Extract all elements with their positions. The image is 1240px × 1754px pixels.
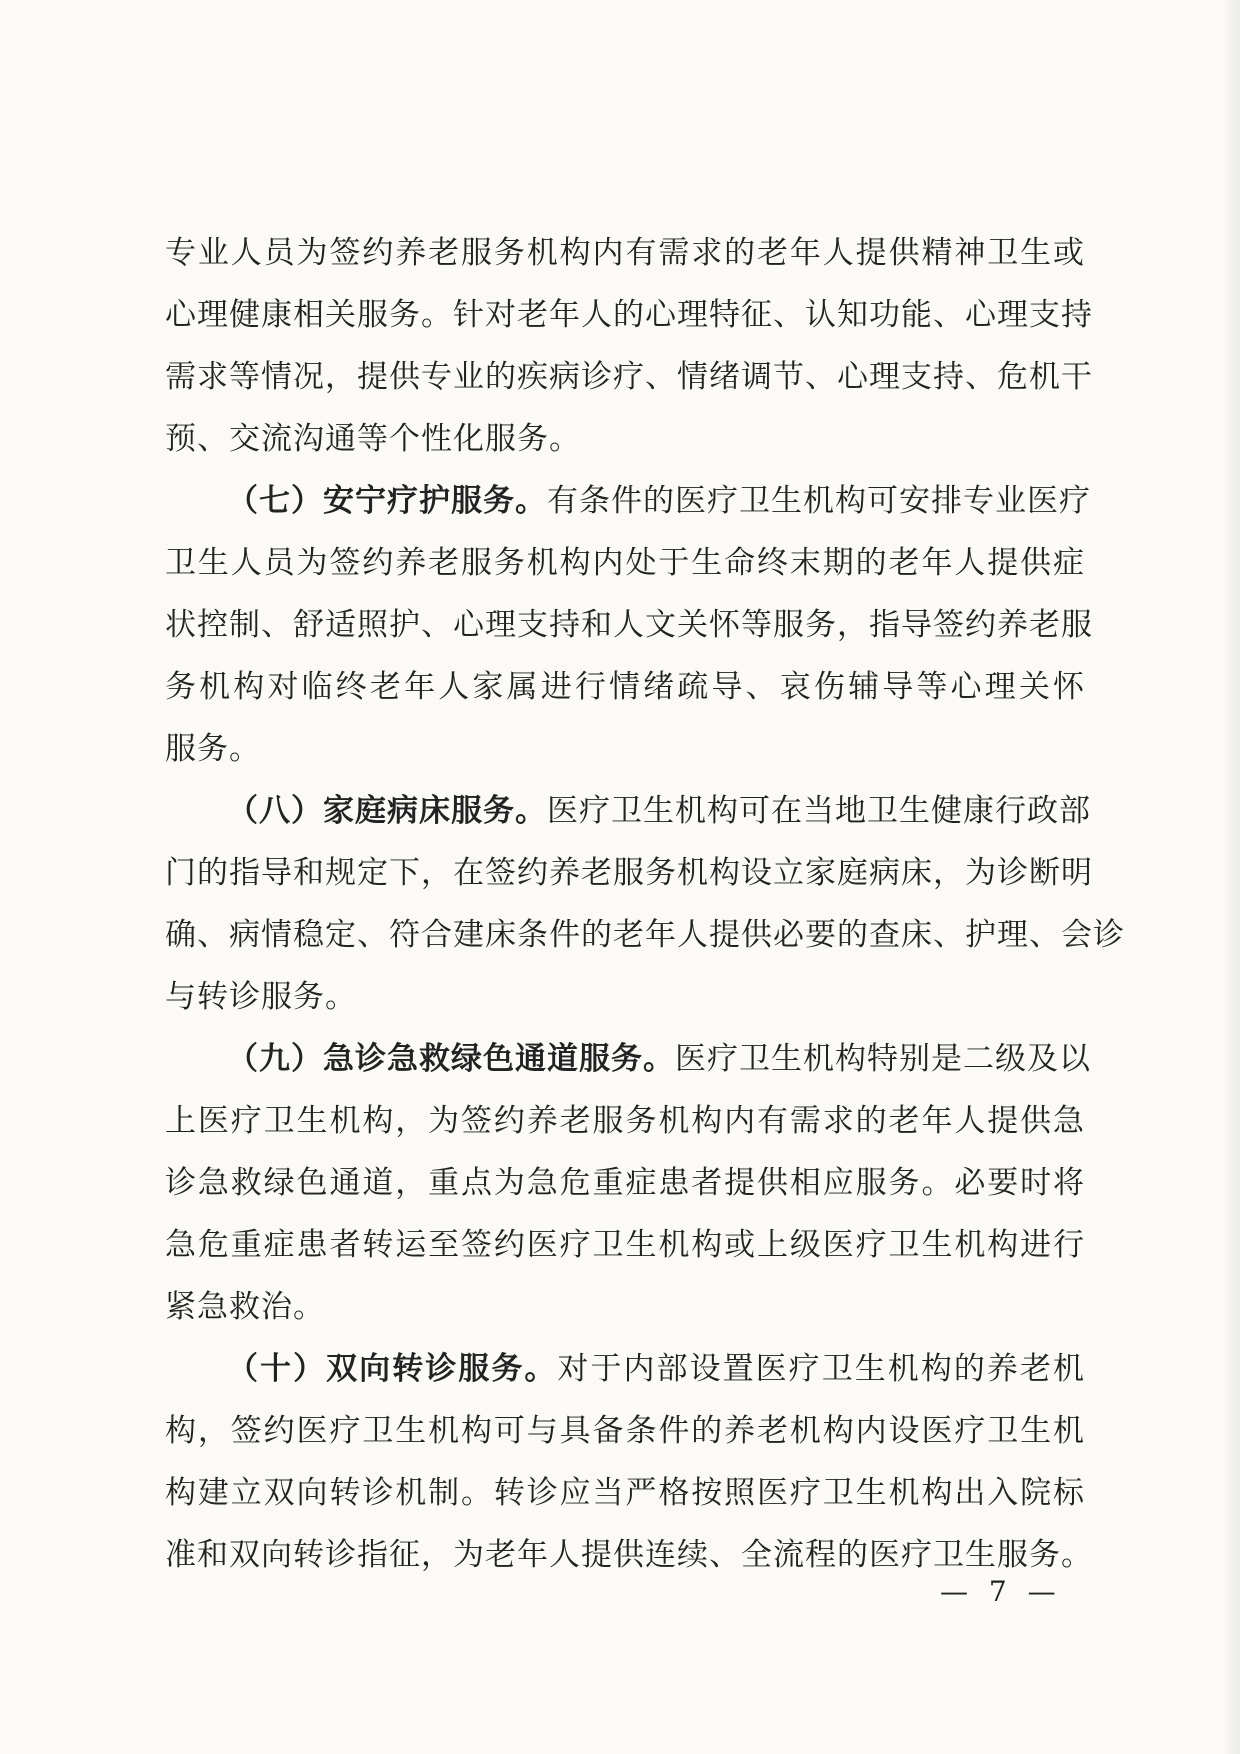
section-first-line <box>165 470 1091 532</box>
body-line: 心理健康相关服务。针对老年人的心理特征、认知功能、心理支持 <box>165 297 1093 333</box>
body-line: 需求等情况，提供专业的疾病诊疗、情绪调节、心理支持、危机干 <box>165 359 1093 395</box>
section-first-line <box>165 1338 1085 1400</box>
body-line: 急危重症患者转运至签约医疗卫生机构或上级医疗卫生机构进行 <box>165 1227 1085 1263</box>
section-first-line <box>165 780 1091 842</box>
body-line: 上医疗卫生机构，为签约养老服务机构内有需求的老年人提供急 <box>165 1103 1085 1139</box>
section-first-line <box>165 1028 1091 1090</box>
body-line: 紧急救治。 <box>165 1289 325 1325</box>
section-heading-8: （八）家庭病床服务。 <box>227 793 547 829</box>
body-line: 门的指导和规定下，在签约养老服务机构设立家庭病床，为诊断明 <box>165 855 1093 891</box>
page-number: — 7 — <box>940 1575 1062 1608</box>
body-line: 构建立双向转诊机制。转诊应当严格按照医疗卫生机构出入院标 <box>165 1475 1085 1511</box>
body-line: 确、病情稳定、符合建床条件的老年人提供必要的查床、护理、会诊 <box>165 917 1125 953</box>
body-line: 准和双向转诊指征，为老年人提供连续、全流程的医疗卫生服务。 <box>165 1537 1093 1573</box>
body-line: 诊急救绿色通道，重点为急危重症患者提供相应服务。必要时将 <box>165 1165 1085 1201</box>
body-text: 医疗卫生机构特别是二级及以 <box>675 1041 1091 1077</box>
body-line: 构，签约医疗卫生机构可与具备条件的养老机构内设医疗卫生机 <box>165 1413 1085 1449</box>
body-line: 服务。 <box>165 731 261 767</box>
body-text: 有条件的医疗卫生机构可安排专业医疗 <box>547 483 1091 519</box>
document-body <box>165 222 1125 1586</box>
section-heading-9: （九）急诊急救绿色通道服务。 <box>227 1041 675 1077</box>
body-line: 卫生人员为签约养老服务机构内处于生命终末期的老年人提供症 <box>165 545 1085 581</box>
section-heading-10: （十）双向转诊服务。 <box>227 1351 558 1387</box>
body-line: 预、交流沟通等个性化服务。 <box>165 421 581 457</box>
body-line: 务机构对临终老年人家属进行情绪疏导、哀伤辅导等心理关怀 <box>165 669 1085 705</box>
section-heading-7: （七）安宁疗护服务。 <box>227 483 547 519</box>
body-text: 对于内部设置医疗卫生机构的养老机 <box>557 1351 1086 1387</box>
body-text: 医疗卫生机构可在当地卫生健康行政部 <box>547 793 1091 829</box>
scan-shadow <box>1222 0 1240 1754</box>
body-line: 状控制、舒适照护、心理支持和人文关怀等服务，指导签约养老服 <box>165 607 1093 643</box>
body-line: 专业人员为签约养老服务机构内有需求的老年人提供精神卫生或 <box>165 235 1085 271</box>
body-line: 与转诊服务。 <box>165 979 357 1015</box>
